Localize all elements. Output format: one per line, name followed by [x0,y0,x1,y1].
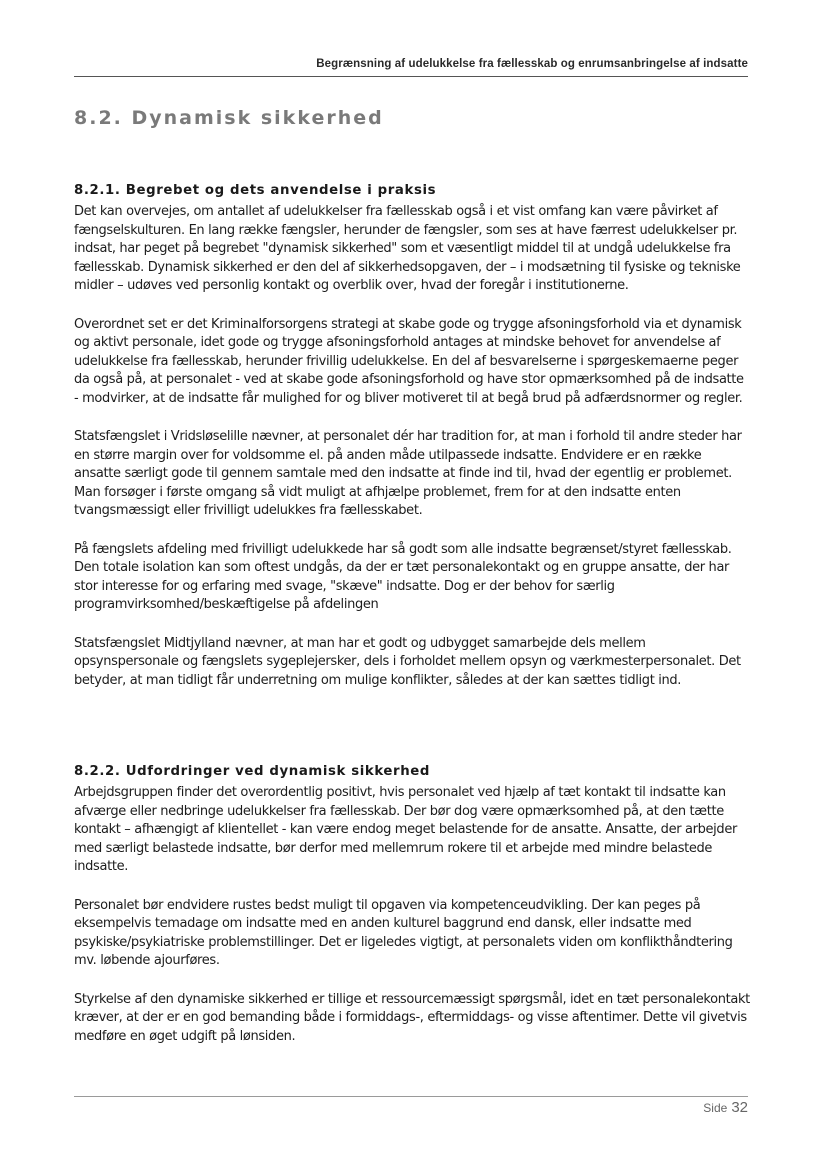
page-label: Side [703,1101,728,1115]
page-number [703,1099,748,1117]
running-header: Begrænsning af udelukkelse fra fællesskab og enrumsanbringelse af indsatte [316,58,748,70]
footer-rule [74,1096,748,1097]
header-rule [74,76,748,77]
paragraph: Overordnet set er det Kriminalforsorgens strategi at skabe gode og trygge afsoningsforhold via et dynamisk og aktivt personale, idet gode og trygge afsoningsforhold antages at mindske behovet for anvendelse af udelukkelse fra fællesskab, herunder frivillig udelukkelse. En del af besvarelserne i spørgeskemaerne peger da også på, at personalet - ved at skabe gode afsoningsforhold og have stor opmærksomhed på de indsatte - modvirker, at de indsatte får mulighed for og bliver motiveret til at begå brud på adfærdsnormer og regler. [74,316,744,406]
subsection-heading: 8.2.2. Udfordringer ved dynamisk sikkerhed [74,764,430,779]
subsection-8-2-2 [74,764,750,1066]
subsection-heading: 8.2.1. Begrebet og dets anvendelse i praksis [74,183,437,198]
paragraph: Arbejdsgruppen finder det overordentlig positivt, hvis personalet ved hjælp af tæt kontakt til indsatte kan afværge eller nedbringe udelukkelser fra fællesskab. Der bør dog være opmærksomhed på, at den tætte kontakt – afhængigt af klientellet - kan være endog meget belastende for de ansatte. Ansatte, der arbejder med særligt belastede indsatte, bør derfor med mellemrum rokere til et arbejde med mindre belastede indsatte. [74,785,737,874]
paragraph: Statsfængslet Midtjylland nævner, at man har et godt og udbygget samarbejde dels mellem opsynspersonale og fængslets sygeplejersker, dels i forholdet mellem opsyn og værkmesterpersonalet. Det betyder, at man tidligt får underretning om mulige konflikter, således at der kan sættes tidligt ind. [74,635,741,688]
paragraph: Statsfængslet i Vridsløselille nævner, at personalet dér har tradition for, at man i forhold til andre steder har en større margin over for voldsomme el. på anden måde utilpassede indsatte. Endvidere er en række ansatte særligt gode til gennem samtale med den indsatte at finde ind til, hvad der egentlig er problemet. Man forsøger i første omgang så vidt muligt at afhjælpe problemet, frem for at den indsatte enten tvangsmæssigt eller frivilligt udelukkes fra fællesskabet. [74,429,742,518]
paragraph: På fængslets afdeling med frivilligt udelukkede har så godt som alle indsatte begrænset/styret fællesskab. Den totale isolation kan som oftest undgås, da der er tæt personalekontakt og en gruppe ansatte, der har stor interesse for og erfaring med svage, "skæve" indsatte. Dog er der behov for særlig programvirksomhed/beskæftigelse på afdelingen [74,541,732,612]
page-number-value: 32 [731,1099,748,1116]
section-title: 8.2. Dynamisk sikkerhed [74,107,384,129]
paragraph: Styrkelse af den dynamiske sikkerhed er tillige et ressourcemæssigt spørgsmål, idet en tæt personalekontakt kræver, at der er en god bemanding både i formiddags-, eftermiddags- og visse aftentimer. Dette vil givetvis medføre en øget udgift på lønsiden. [74,991,750,1044]
paragraph: Det kan overvejes, om antallet af udelukkelser fra fællesskab også i et vist omfang kan være påvirket af fængselskulturen. En lang række fængsler, herunder de fængsler, som ses at have færrest udelukkelser pr. indsat, har peget på begrebet "dynamisk sikkerhed" som et væsentligt middel til at undgå udelukkelse fra fællesskab. Dynamisk sikkerhed er den del af sikkerhedsopgaven, der – i modsætning til fysiske og tekniske midler – udøves ved personlig kontakt og overblik over, hvad der foregår i institutionerne. [74,204,741,293]
paragraph: Personalet bør endvidere rustes bedst muligt til opgaven via kompetenceudvikling. Der kan peges på eksempelvis temadage om indsatte med en anden kulturel baggrund end dansk, eller indsatte med psykiske/psykiatriske problemstillinger. Det er ligeledes vigtigt, at personalets viden om konflikthåndtering mv. løbende ajourføres. [74,897,733,968]
subsection-8-2-1 [74,183,750,710]
